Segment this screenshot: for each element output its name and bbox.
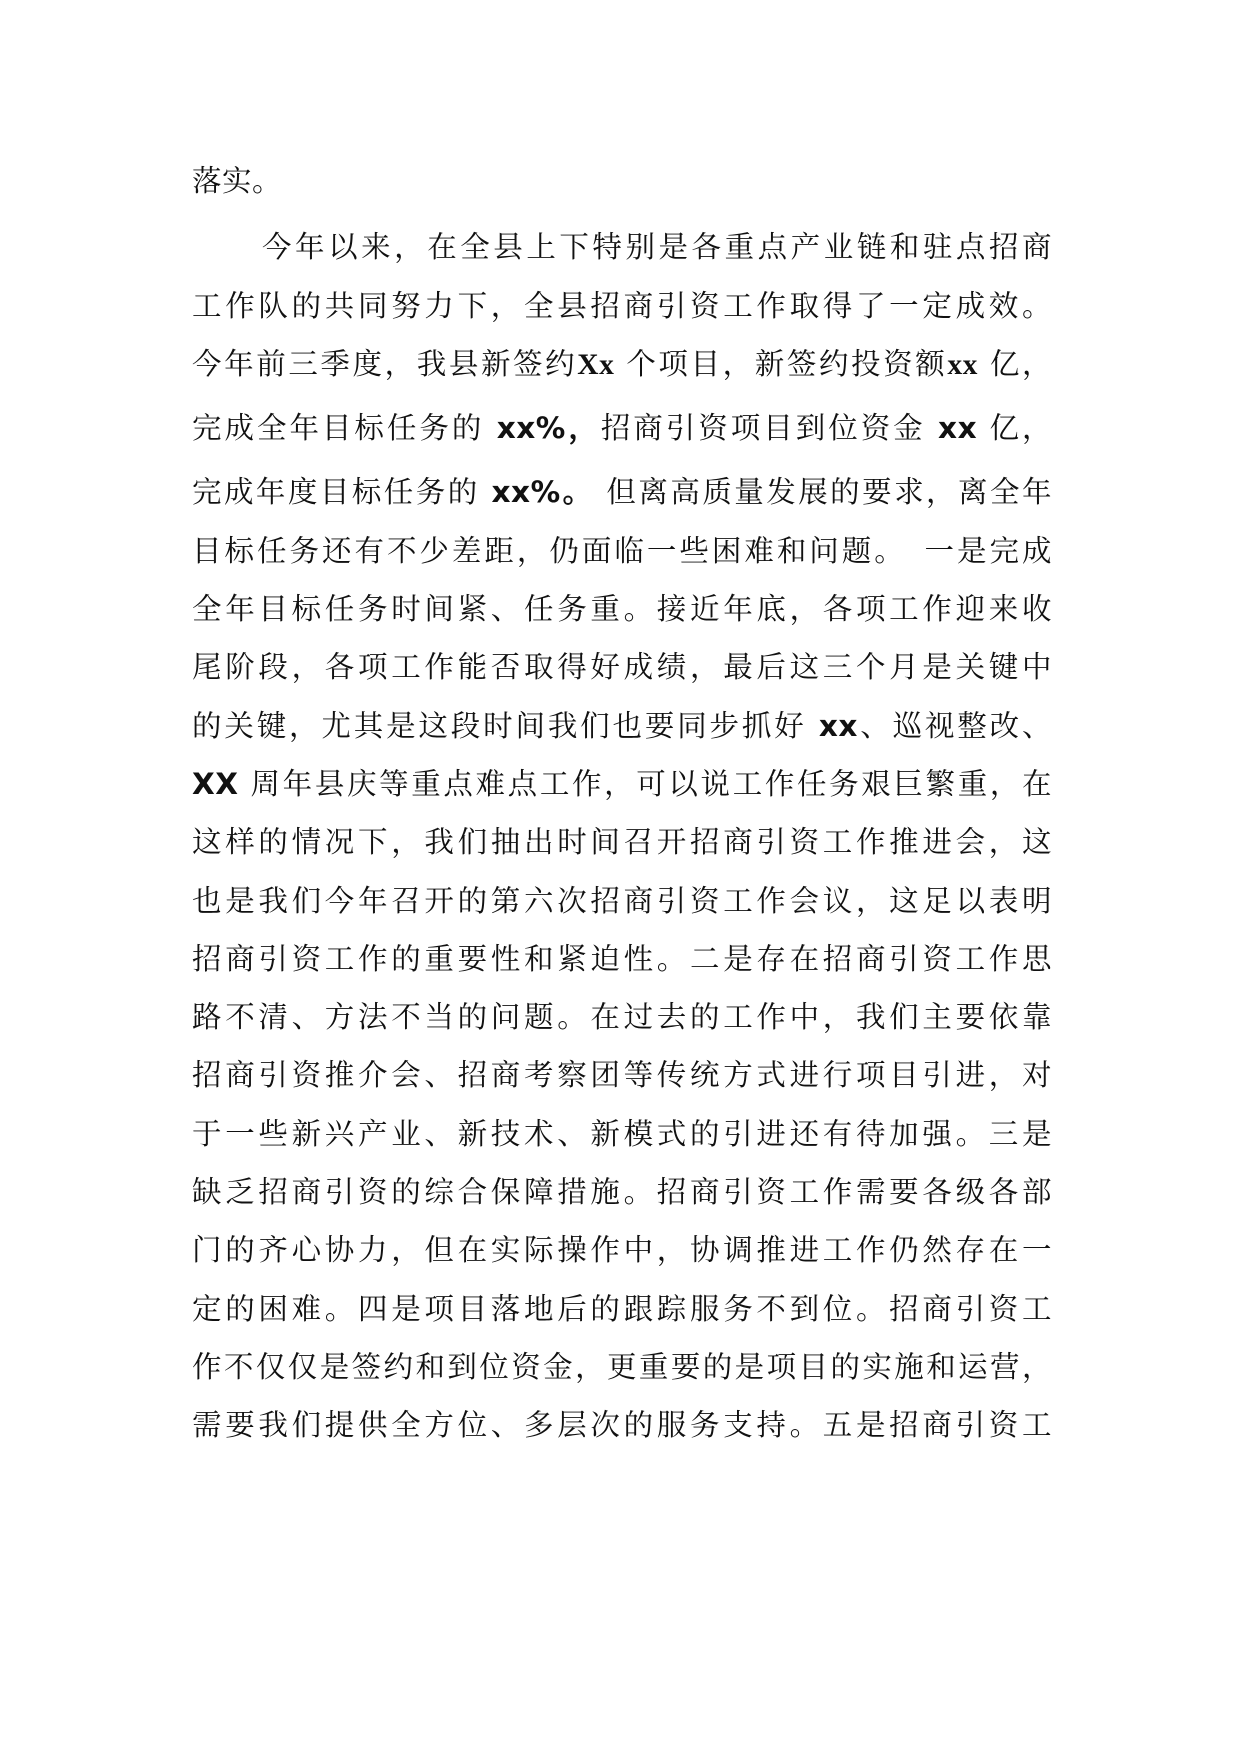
placeholder-value: xx (938, 411, 978, 446)
text-line (192, 697, 1052, 755)
text-line (192, 218, 1052, 276)
text-run: 完成全年目标任务的 (192, 411, 485, 446)
placeholder-value: Xx (577, 348, 615, 381)
placeholder-value: xx%。 (491, 475, 595, 510)
text-line (192, 1280, 1052, 1338)
placeholder-value: XX (192, 766, 239, 801)
text-run: 招商引资推介会、招商考察团等传统方式进行项目引进，对 (192, 1058, 1052, 1093)
text-line (192, 1105, 1052, 1163)
text-line (192, 522, 1052, 580)
placeholder-value: xx (947, 348, 978, 381)
text-run: 定的困难。四是项目落地后的跟踪服务不到位。招商引资工 (192, 1291, 1052, 1326)
text-run: 但离高质量发展的要求，离全年 (606, 475, 1052, 510)
text-line (192, 152, 1052, 210)
text-run: 今年前三季度，我县新签约 (192, 346, 578, 381)
text-line (192, 813, 1052, 871)
text-line (192, 755, 1052, 813)
text-line (192, 277, 1052, 335)
text-run: 亿， (989, 411, 1052, 446)
placeholder-value: xx%， (496, 411, 601, 446)
text-run: 亿， (989, 346, 1052, 381)
text-run: 落实。 (192, 164, 283, 198)
text-line (192, 399, 1052, 457)
text-line (192, 872, 1052, 930)
text-line (192, 1338, 1052, 1396)
text-run: 今年以来，在全县上下特别是各重点产业链和驻点招商 (262, 230, 1052, 265)
text-line (192, 930, 1052, 988)
text-run: 、巡视整改、 (857, 708, 1052, 743)
text-run: 路不清、方法不当的问题。在过去的工作中，我们主要依靠 (192, 1000, 1052, 1035)
text-line (192, 1046, 1052, 1104)
text-run: 门的齐心协力，但在实际操作中，协调推进工作仍然存在一 (192, 1233, 1052, 1268)
text-line (192, 335, 1052, 393)
text-line (192, 1396, 1052, 1454)
text-run: 目标任务还有不少差距，仍面临一些困难和问题。 一是完成 (192, 533, 1052, 568)
text-line (192, 463, 1052, 521)
text-run: 需要我们提供全方位、多层次的服务支持。五是招商引资工 (192, 1408, 1052, 1443)
text-run: 全年目标任务时间紧、任务重。接近年底，各项工作迎来收 (192, 592, 1052, 627)
text-run: 个项目，新签约投资额 (626, 346, 948, 381)
text-line (192, 1163, 1052, 1221)
text-line (192, 580, 1052, 638)
text-run: 这样的情况下，我们抽出时间召开招商引资工作推进会，这 (192, 825, 1052, 860)
text-line (192, 988, 1052, 1046)
text-run: 周年县庆等重点难点工作，可以说工作任务艰巨繁重，在 (250, 766, 1052, 801)
text-line (192, 638, 1052, 696)
text-run: 作不仅仅是签约和到位资金，更重要的是项目的实施和运营， (192, 1349, 1052, 1384)
body-text (192, 152, 1052, 1455)
placeholder-value: xx (818, 708, 858, 743)
text-run: 工作队的共同努力下，全县招商引资工作取得了一定成效。 (192, 288, 1052, 323)
text-run: 于一些新兴产业、新技术、新模式的引进还有待加强。三是 (192, 1116, 1052, 1151)
text-run: 尾阶段，各项工作能否取得好成绩，最后这三个月是关键中 (192, 650, 1052, 685)
text-run: 招商引资工作的重要性和紧迫性。二是存在招商引资工作思 (192, 941, 1052, 976)
text-run: 完成年度目标任务的 (192, 475, 480, 510)
text-run: 招商引资项目到位资金 (600, 411, 926, 446)
text-line (192, 1221, 1052, 1279)
text-run: 也是我们今年召开的第六次招商引资工作会议，这足以表明 (192, 883, 1052, 918)
text-run: 的关键，尤其是这段时间我们也要同步抓好 (192, 708, 807, 743)
text-run: 缺乏招商引资的综合保障措施。招商引资工作需要各级各部 (192, 1175, 1052, 1210)
